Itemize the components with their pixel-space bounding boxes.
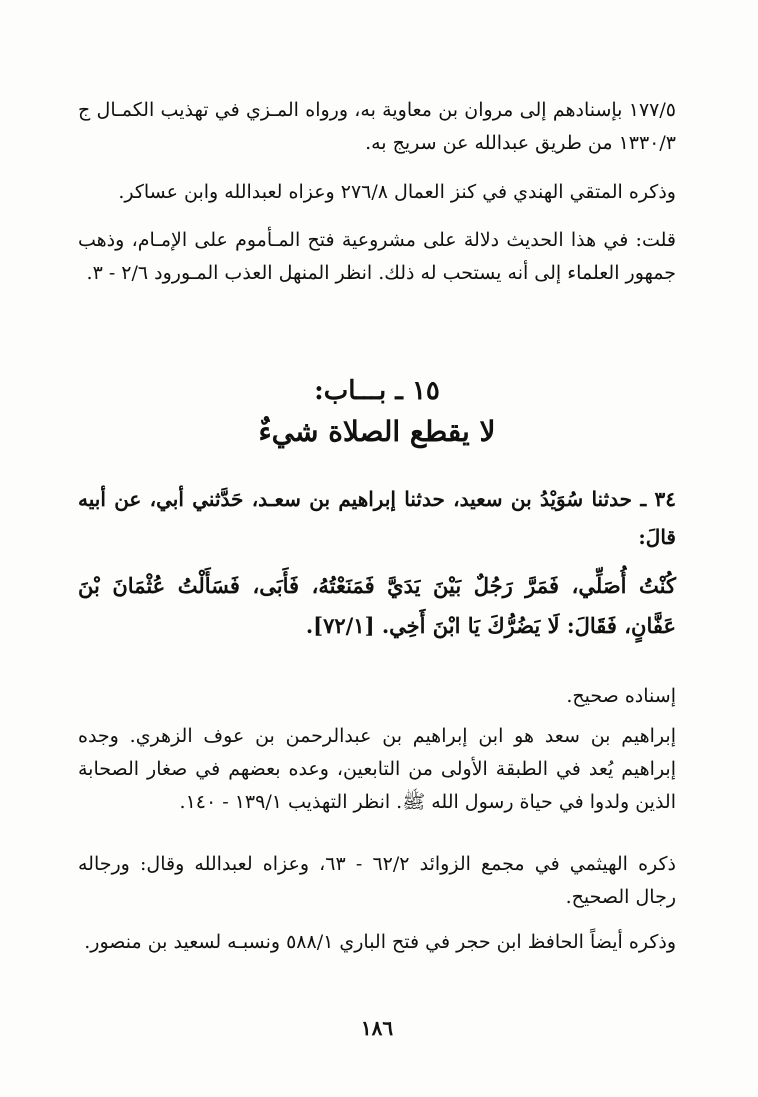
paragraph-ibn-hajar: وذكره أيضاً الحافظ ابن حجر في فتح الباري ٥٨٨/١ ونسبـه لسعيد بن منصور. xyxy=(84,931,676,953)
paragraph-citation-mizzi: ١٧٧/٥ بإسنادهم إلى مروان بن معاوية به، ورواه المـزي في تهذيب الكمـال ج ١٣٣٠/٣ من طريق عبدالله عن سريج به. xyxy=(78,99,676,154)
chapter-heading: ١٥ ـ بـــاب: xyxy=(314,376,440,406)
hadith-matn: كُنْتُ أُصَلِّي، فَمَرَّ رَجُلٌ بَيْنَ يَدَيَّ فَمَنَعْتُهُ، فَأَبَى، فَسَأَلْتُ عُثْمَانَ بْنَ عَفَّانٍ، فَقَالَ: لَا يَضُرُّكَ يَا ابْنَ أَخِي. [٧٢/١]. xyxy=(78,573,676,638)
paragraph-kanz-ummal: وذكره المتقي الهندي في كنز العمال ٢٧٦/٨ وعزاه لعبدالله وابن عساكر. xyxy=(118,181,676,203)
page-number: ١٨٦ xyxy=(360,1016,394,1040)
hadith-isnad: ٣٤ ـ حدثنا سُوَيْدُ بن سعيد، حدثنا إبراهيم بن سعـد، حَدَّثني أبي، عن أبيه قالَ: xyxy=(78,487,676,549)
paragraph-commentary: قلت: في هذا الحديث دلالة على مشروعية فتح المـأموم على الإمـام، وذهب جمهور العلماء إلى أنه يستحب له ذلك. انظر المنهل العذب المـورود ٢/٦ - ٣. xyxy=(78,229,676,284)
paragraph-narrator-note: إبراهيم بن سعد هو ابن إبراهيم بن عبدالرحمن بن عوف الزهري. وجده إبراهيم يُعد في الطبقة الأولى من التابعين، وعده بعضهم في صغار الصحابة الذين ولدوا في حياة رسول الله ﷺ. انظر التهذيب ١٣٩/١ - ١٤٠. xyxy=(78,725,676,813)
paragraph-isnad-grade: إسناده صحيح. xyxy=(566,685,676,707)
chapter-title: لا يقطع الصلاة شيءٌ xyxy=(258,415,496,448)
paragraph-haythami: ذكره الهيثمي في مجمع الزوائد ٦٢/٢ - ٦٣، وعزاه لعبدالله وقال: ورجاله رجال الصحيح. xyxy=(78,853,677,908)
